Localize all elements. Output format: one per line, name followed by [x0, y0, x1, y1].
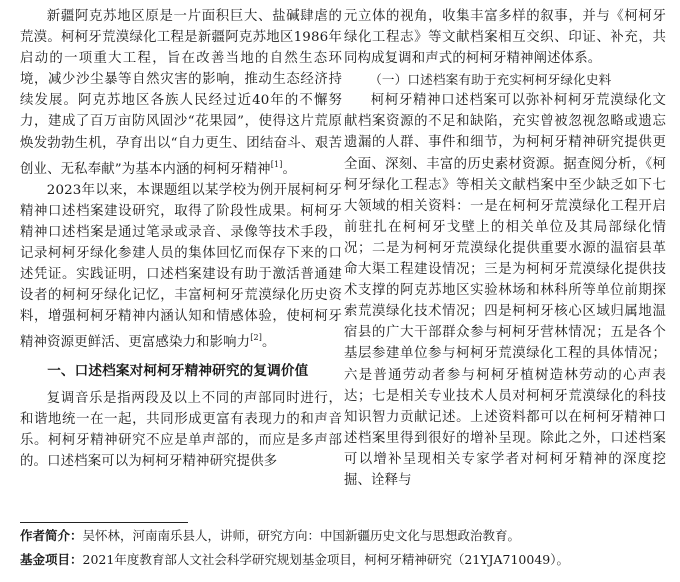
paragraph-intro — [20, 6, 342, 180]
paragraph-research-progress-end: 。 — [262, 335, 276, 351]
paragraph-intro-end: 。 — [282, 161, 297, 177]
author-note-label: 作者简介： — [20, 528, 83, 543]
citation-ref-1[interactable]: [1] — [270, 159, 283, 169]
paragraph-research-progress — [20, 180, 342, 354]
footnote-divider — [20, 522, 188, 523]
paragraph-research-progress-text: 2023年以来，本课题组以某学校为例开展柯柯牙精神口述档案建设研究，取得了阶段性成果。柯柯牙精神口述档案是通过笔录或录音、录像等技术手段，记录柯柯牙绿化参建人员的集体回忆而保存下来的口述凭证。实践证明，口述档案建设有助于激活普通建设者的柯柯牙绿化记忆，丰富柯柯牙荒漠绿化历史资料，增强柯柯牙精神内涵认知和情感体验，使柯柯牙精神资源更鲜活、更富感染力和影响力 — [20, 182, 342, 351]
fund-note — [20, 550, 670, 570]
author-note — [20, 526, 670, 546]
author-note-text: 吴怀林，河南南乐县人，讲师，研究方向：中国新疆历史文化与思想政治教育。 — [82, 528, 521, 543]
paragraph-intro-text: 新疆阿克苏地区原是一片面积巨大、盐碱肆虐的荒漠。柯柯牙荒漠绿化工程是新疆阿克苏地区1986年启动的一项重大工程，旨在改善当地的自然生态环境，减少沙尘暴等自然灾害的影响，推动生态经济持续发展。阿克苏地区各族人民经过近40年的不懈努力，建成了百万亩防风固沙“花果园”，使得这片荒原焕发勃勃生机，孕育出以“自力更生、团结奋斗、艰苦创业、无私奉献”为基本内涵的柯柯牙精神 — [20, 9, 342, 177]
fund-note-label: 基金项目： — [20, 552, 83, 567]
left-column — [20, 6, 342, 472]
right-column — [344, 6, 666, 491]
fund-note-text: 2021年度教育部人文社会科学研究规划基金项目，柯柯牙精神研究（21YJA710049）。 — [82, 552, 569, 567]
paragraph-polyphony: 复调音乐是指两段及以上不同的声部同时进行，和谐地统一在一起，共同形成更富有表现力的和声音乐。柯柯牙精神研究不应是单声部的，而应是多声部的。口述档案可以为柯柯牙精神研究提供多 — [20, 390, 342, 469]
section-heading-1: 一、口述档案对柯柯牙精神研究的复调价值 — [47, 362, 309, 379]
subsection-heading-1: （一）口述档案有助于充实柯柯牙绿化史料 — [369, 72, 612, 88]
citation-ref-2[interactable]: [2] — [250, 333, 262, 343]
paragraph-continuation: 元立体的视角，收集丰富多样的叙事，并与《柯柯牙绿化工程志》等文献档案相互交织、印证、补充，共同构成复调和声式的柯柯牙精神阐述体系。 — [344, 9, 666, 67]
paragraph-oral-archives: 柯柯牙精神口述档案可以弥补柯柯牙荒漠绿化文献档案资源的不足和缺陷，充实曾被忽视忽略或遗忘遗漏的人群、事件和细节，为柯柯牙精神研究提供更全面、深刻、丰富的历史素材资源。据查阅分析，《柯柯牙绿化工程志》等相关文献档案中至少缺乏如下七大领域的相关资料：一是在柯柯牙荒漠绿化工程开启前驻扎在柯柯牙戈壁上的相关单位及其局部绿化情况；二是为柯柯牙荒漠绿化提供重要水源的温宿县革命大渠工程建设情况；三是为柯柯牙荒漠绿化提供技术支撑的阿克苏地区实验林场和林科所等单位前期探索荒漠绿化技术情况；四是柯柯牙核心区域归属地温宿县的广大干部群众参与柯柯牙营林情况；五是各个基层参建单位参与柯柯牙荒漠绿化工程的具体情况；六是普通劳动者参与柯柯牙植树造林劳动的心声表达；七是相关专业技术人员对柯柯牙荒漠绿化的科技知识智力贡献记述。上述资料都可以在柯柯牙精神口述档案里得到很好的增补呈现。除此之外，口述档案可以增补呈现相关专家学者对柯柯牙精神的深度挖掘、诠释与 — [344, 93, 666, 488]
